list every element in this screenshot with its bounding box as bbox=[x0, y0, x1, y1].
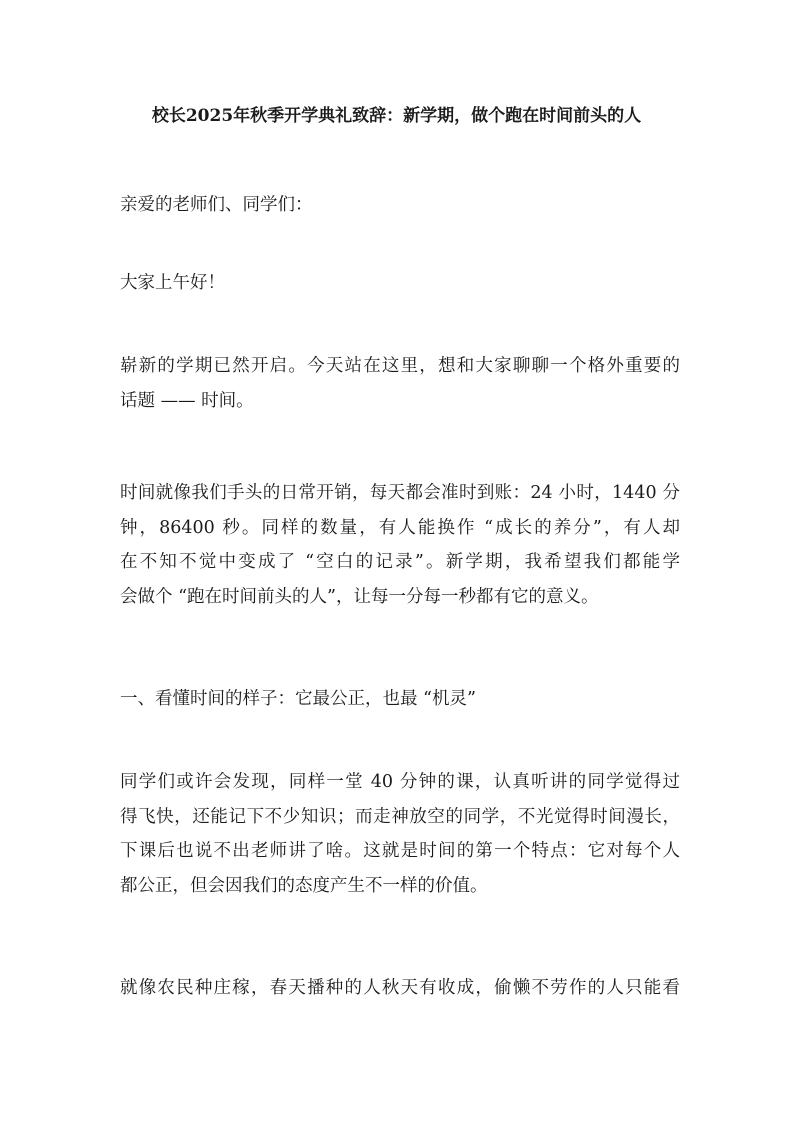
paragraph-line: 崭新的学期已然开启。今天站在这里，想和大家聊聊一个格外重要的 bbox=[120, 356, 680, 376]
paragraph-line: 得飞快，还能记下不少知识；而走神放空的同学，不光觉得时间漫长， bbox=[120, 806, 680, 827]
document-title: 校长2025年秋季开学典礼致辞：新学期，做个跑在时间前头的人 bbox=[151, 106, 642, 126]
paragraph-line: 同学们或许会发现，同样一堂 40 分钟的课，认真听讲的同学觉得过 bbox=[120, 772, 680, 792]
paragraph-fairness bbox=[120, 765, 680, 903]
paragraph-line: 在不知不觉中变成了 “空白的记录”。新学期，我希望我们都能学 bbox=[120, 552, 680, 572]
paragraph-line: 钟，86400 秒。同样的数量，有人能换作 “成长的养分”，有人却 bbox=[120, 517, 680, 538]
paragraph-farmer bbox=[120, 971, 680, 1006]
paragraph-intro bbox=[120, 349, 680, 418]
salutation: 亲爱的老师们、同学们： bbox=[120, 195, 313, 215]
paragraph-line: 话题 —— 时间。 bbox=[120, 390, 254, 411]
paragraph-line: 就像农民种庄稼，春天播种的人秋天有收成，偷懒不劳作的人只能看 bbox=[120, 978, 680, 998]
paragraph-line: 时间就像我们手头的日常开销，每天都会准时到账：24 小时，1440 分 bbox=[120, 483, 680, 503]
paragraph-line: 都公正，但会因我们的态度产生不一样的价值。 bbox=[120, 875, 488, 896]
section-heading-1: 一、看懂时间的样子：它最公正，也最 “机灵” bbox=[120, 689, 476, 709]
paragraph-line: 下课后也说不出老师讲了啥。这就是时间的第一个特点：它对每个人 bbox=[120, 841, 680, 861]
paragraph-time-budget bbox=[120, 476, 680, 614]
paragraph-line: 会做个 “跑在时间前头的人”，让每一分每一秒都有它的意义。 bbox=[120, 586, 599, 607]
greeting: 大家上午好！ bbox=[120, 273, 225, 293]
